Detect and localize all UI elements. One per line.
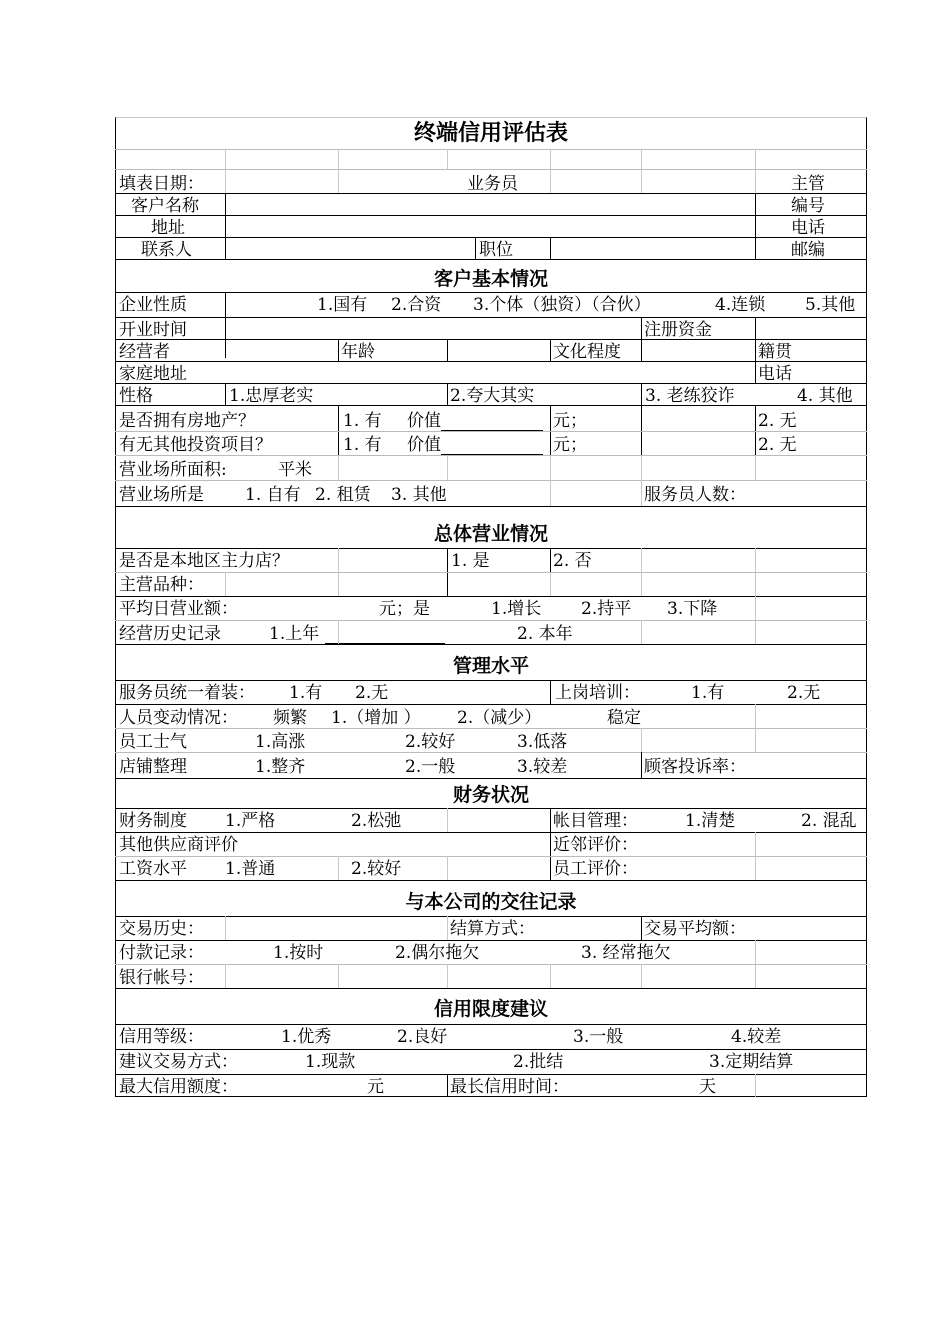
trade-method-option[interactable]: 1.现款: [305, 1052, 356, 1072]
character-option[interactable]: 4. 其他: [797, 386, 853, 406]
morale-option[interactable]: 2.较好: [405, 732, 456, 752]
salary-label: 工资水平: [119, 859, 187, 879]
registered-capital-label: 注册资金: [644, 320, 712, 340]
opening-time-label: 开业时间: [119, 320, 187, 340]
training-no[interactable]: 2.无: [787, 683, 821, 703]
enterprise-type-option[interactable]: 3.个体（独资）（合伙）: [473, 295, 651, 315]
enterprise-type-option[interactable]: 2.合资: [391, 295, 442, 315]
turnover-stable[interactable]: 稳定: [607, 708, 641, 728]
section-credit-title: 信用限度建议: [433, 998, 548, 1020]
main-store-no[interactable]: 2. 否: [553, 551, 592, 571]
credit-grade-label: 信用等级：: [119, 1027, 204, 1047]
position-label: 职位: [479, 240, 513, 260]
store-option[interactable]: 3.较差: [517, 757, 568, 777]
premises-option[interactable]: 2. 租赁: [315, 485, 371, 505]
uniform-yes[interactable]: 1.有: [289, 683, 323, 703]
settlement-label: 结算方式：: [450, 919, 535, 939]
premises-label: 营业场所是: [119, 485, 204, 505]
turnover-decrease[interactable]: 2.（减少）: [457, 708, 542, 728]
store-label: 店铺整理: [119, 757, 187, 777]
account-messy[interactable]: 2. 混乱: [801, 811, 857, 831]
area-unit: 平米: [278, 460, 312, 480]
yuan-label: 元；: [553, 411, 587, 431]
credit-grade-option[interactable]: 1.优秀: [281, 1027, 332, 1047]
address-label: 地址: [151, 218, 185, 238]
section-management-title: 管理水平: [452, 655, 529, 677]
last-year-blank[interactable]: [325, 627, 445, 644]
character-option[interactable]: 1.忠厚老实: [229, 386, 314, 406]
trend-option[interactable]: 2.持平: [581, 599, 632, 619]
account-clear[interactable]: 1.清楚: [685, 811, 736, 831]
area-label: 营业场所面积:: [119, 460, 227, 480]
premises-option[interactable]: 1. 自有: [245, 485, 301, 505]
salary-good[interactable]: 2.较好: [351, 859, 402, 879]
payment-option[interactable]: 3. 经常拖欠: [581, 943, 671, 963]
bank-account-label: 银行帐号：: [119, 968, 204, 988]
main-products-label: 主营品种：: [119, 575, 204, 595]
trade-method-option[interactable]: 2.批结: [513, 1052, 564, 1072]
enterprise-type-label: 企业性质: [119, 295, 187, 315]
credit-grade-option[interactable]: 3.一般: [573, 1027, 624, 1047]
max-time-unit: 天: [699, 1077, 716, 1097]
enterprise-type-option[interactable]: 1.国有: [317, 295, 368, 315]
native-place-label: 籍贯: [758, 342, 792, 362]
turnover-label: 人员变动情况：: [119, 708, 238, 728]
supervisor-label: 主管: [791, 174, 825, 194]
operator-label: 经营者: [119, 342, 170, 362]
postcode-label: 邮编: [791, 240, 825, 260]
real-estate-yes[interactable]: 1. 有: [343, 411, 382, 431]
home-address-label: 家庭地址: [119, 364, 187, 384]
section-business-title: 总体营业情况: [433, 523, 548, 545]
premises-option[interactable]: 3. 其他: [391, 485, 447, 505]
avg-daily-yuan: 元；是: [379, 599, 430, 619]
salary-normal[interactable]: 1.普通: [225, 859, 276, 879]
finance-system-label: 财务制度: [119, 811, 187, 831]
credit-grade-option[interactable]: 4.较差: [731, 1027, 782, 1047]
main-store-label: 是否是本地区主力店？: [119, 551, 289, 571]
phone-label: 电话: [791, 218, 825, 238]
character-option[interactable]: 3. 老练狡诈: [645, 386, 735, 406]
salesman-label: 业务员: [467, 174, 518, 194]
yuan-label: 元；: [553, 435, 587, 455]
morale-option[interactable]: 1.高涨: [255, 732, 306, 752]
uniform-no[interactable]: 2.无: [355, 683, 389, 703]
avg-amount-label: 交易平均额：: [644, 919, 746, 939]
form-title: 终端信用评估表: [413, 121, 568, 146]
real-estate-label: 是否拥有房地产？: [119, 411, 255, 431]
character-label: 性格: [119, 386, 153, 406]
value-blank[interactable]: [441, 414, 543, 431]
real-estate-no[interactable]: 2. 无: [758, 411, 797, 431]
credit-evaluation-form: [115, 117, 867, 1097]
trade-method-label: 建议交易方式：: [119, 1052, 238, 1072]
investment-label: 有无其他投资项目？: [119, 435, 272, 455]
max-amount-label: 最大信用额度：: [119, 1077, 238, 1097]
section-finance-title: 财务状况: [452, 784, 529, 806]
enterprise-type-option[interactable]: 4.连锁: [715, 295, 766, 315]
payment-option[interactable]: 2.偶尔拖欠: [395, 943, 480, 963]
fill-date-label: 填表日期：: [119, 174, 204, 194]
section-history-title: 与本公司的交往记录: [405, 891, 577, 913]
home-phone-label: 电话: [758, 364, 792, 384]
trade-history-label: 交易历史：: [119, 919, 204, 939]
neighbor-label: 近邻评价：: [553, 835, 638, 855]
max-amount-unit: 元: [367, 1077, 384, 1097]
value-label: 价值: [407, 435, 543, 455]
account-label: 帐目管理：: [553, 811, 638, 831]
training-yes[interactable]: 1.有: [691, 683, 725, 703]
turnover-frequent[interactable]: 频繁: [273, 708, 307, 728]
education-label: 文化程度: [553, 342, 621, 362]
credit-grade-option[interactable]: 2.良好: [397, 1027, 448, 1047]
trend-option[interactable]: 3.下降: [667, 599, 718, 619]
employee-label: 员工评价：: [553, 859, 638, 879]
store-option[interactable]: 1.整齐: [255, 757, 306, 777]
finance-system-loose[interactable]: 2.松弛: [351, 811, 402, 831]
history-label: 经营历史记录: [119, 624, 221, 644]
main-store-yes[interactable]: 1. 是: [451, 551, 490, 571]
training-label: 上岗培训：: [555, 683, 640, 703]
customer-name-label: 客户名称: [131, 196, 199, 216]
supplier-label: 其他供应商评价: [119, 835, 238, 855]
staff-count-label: 服务员人数：: [644, 485, 746, 505]
avg-daily-label: 平均日营业额：: [119, 599, 238, 619]
morale-option[interactable]: 3.低落: [517, 732, 568, 752]
value-blank[interactable]: [441, 438, 543, 455]
morale-label: 员工士气: [119, 732, 187, 752]
last-year-label: 1.上年: [269, 624, 445, 644]
store-option[interactable]: 2.一般: [405, 757, 456, 777]
section-basic-title: 客户基本情况: [433, 268, 548, 290]
contact-label: 联系人: [141, 240, 192, 260]
trade-method-option[interactable]: 3.定期结算: [709, 1052, 794, 1072]
complaint-label: 顾客投诉率：: [644, 757, 746, 777]
trend-option[interactable]: 1.增长: [491, 599, 542, 619]
payment-option[interactable]: 1.按时: [273, 943, 324, 963]
enterprise-type-option[interactable]: 5.其他: [805, 295, 856, 315]
turnover-increase[interactable]: 1.（增加 ）: [331, 708, 421, 728]
finance-system-strict[interactable]: 1.严格: [225, 811, 276, 831]
age-label: 年龄: [341, 342, 375, 362]
max-time-label: 最长信用时间：: [450, 1077, 569, 1097]
investment-no[interactable]: 2. 无: [758, 435, 797, 455]
value-label: 价值: [407, 411, 543, 431]
code-label: 编号: [791, 196, 825, 216]
character-option[interactable]: 2.夸大其实: [450, 386, 535, 406]
uniform-label: 服务员统一着装：: [119, 683, 255, 703]
payment-label: 付款记录：: [119, 943, 204, 963]
this-year-label: 2. 本年: [517, 624, 573, 644]
investment-yes[interactable]: 1. 有: [343, 435, 382, 455]
